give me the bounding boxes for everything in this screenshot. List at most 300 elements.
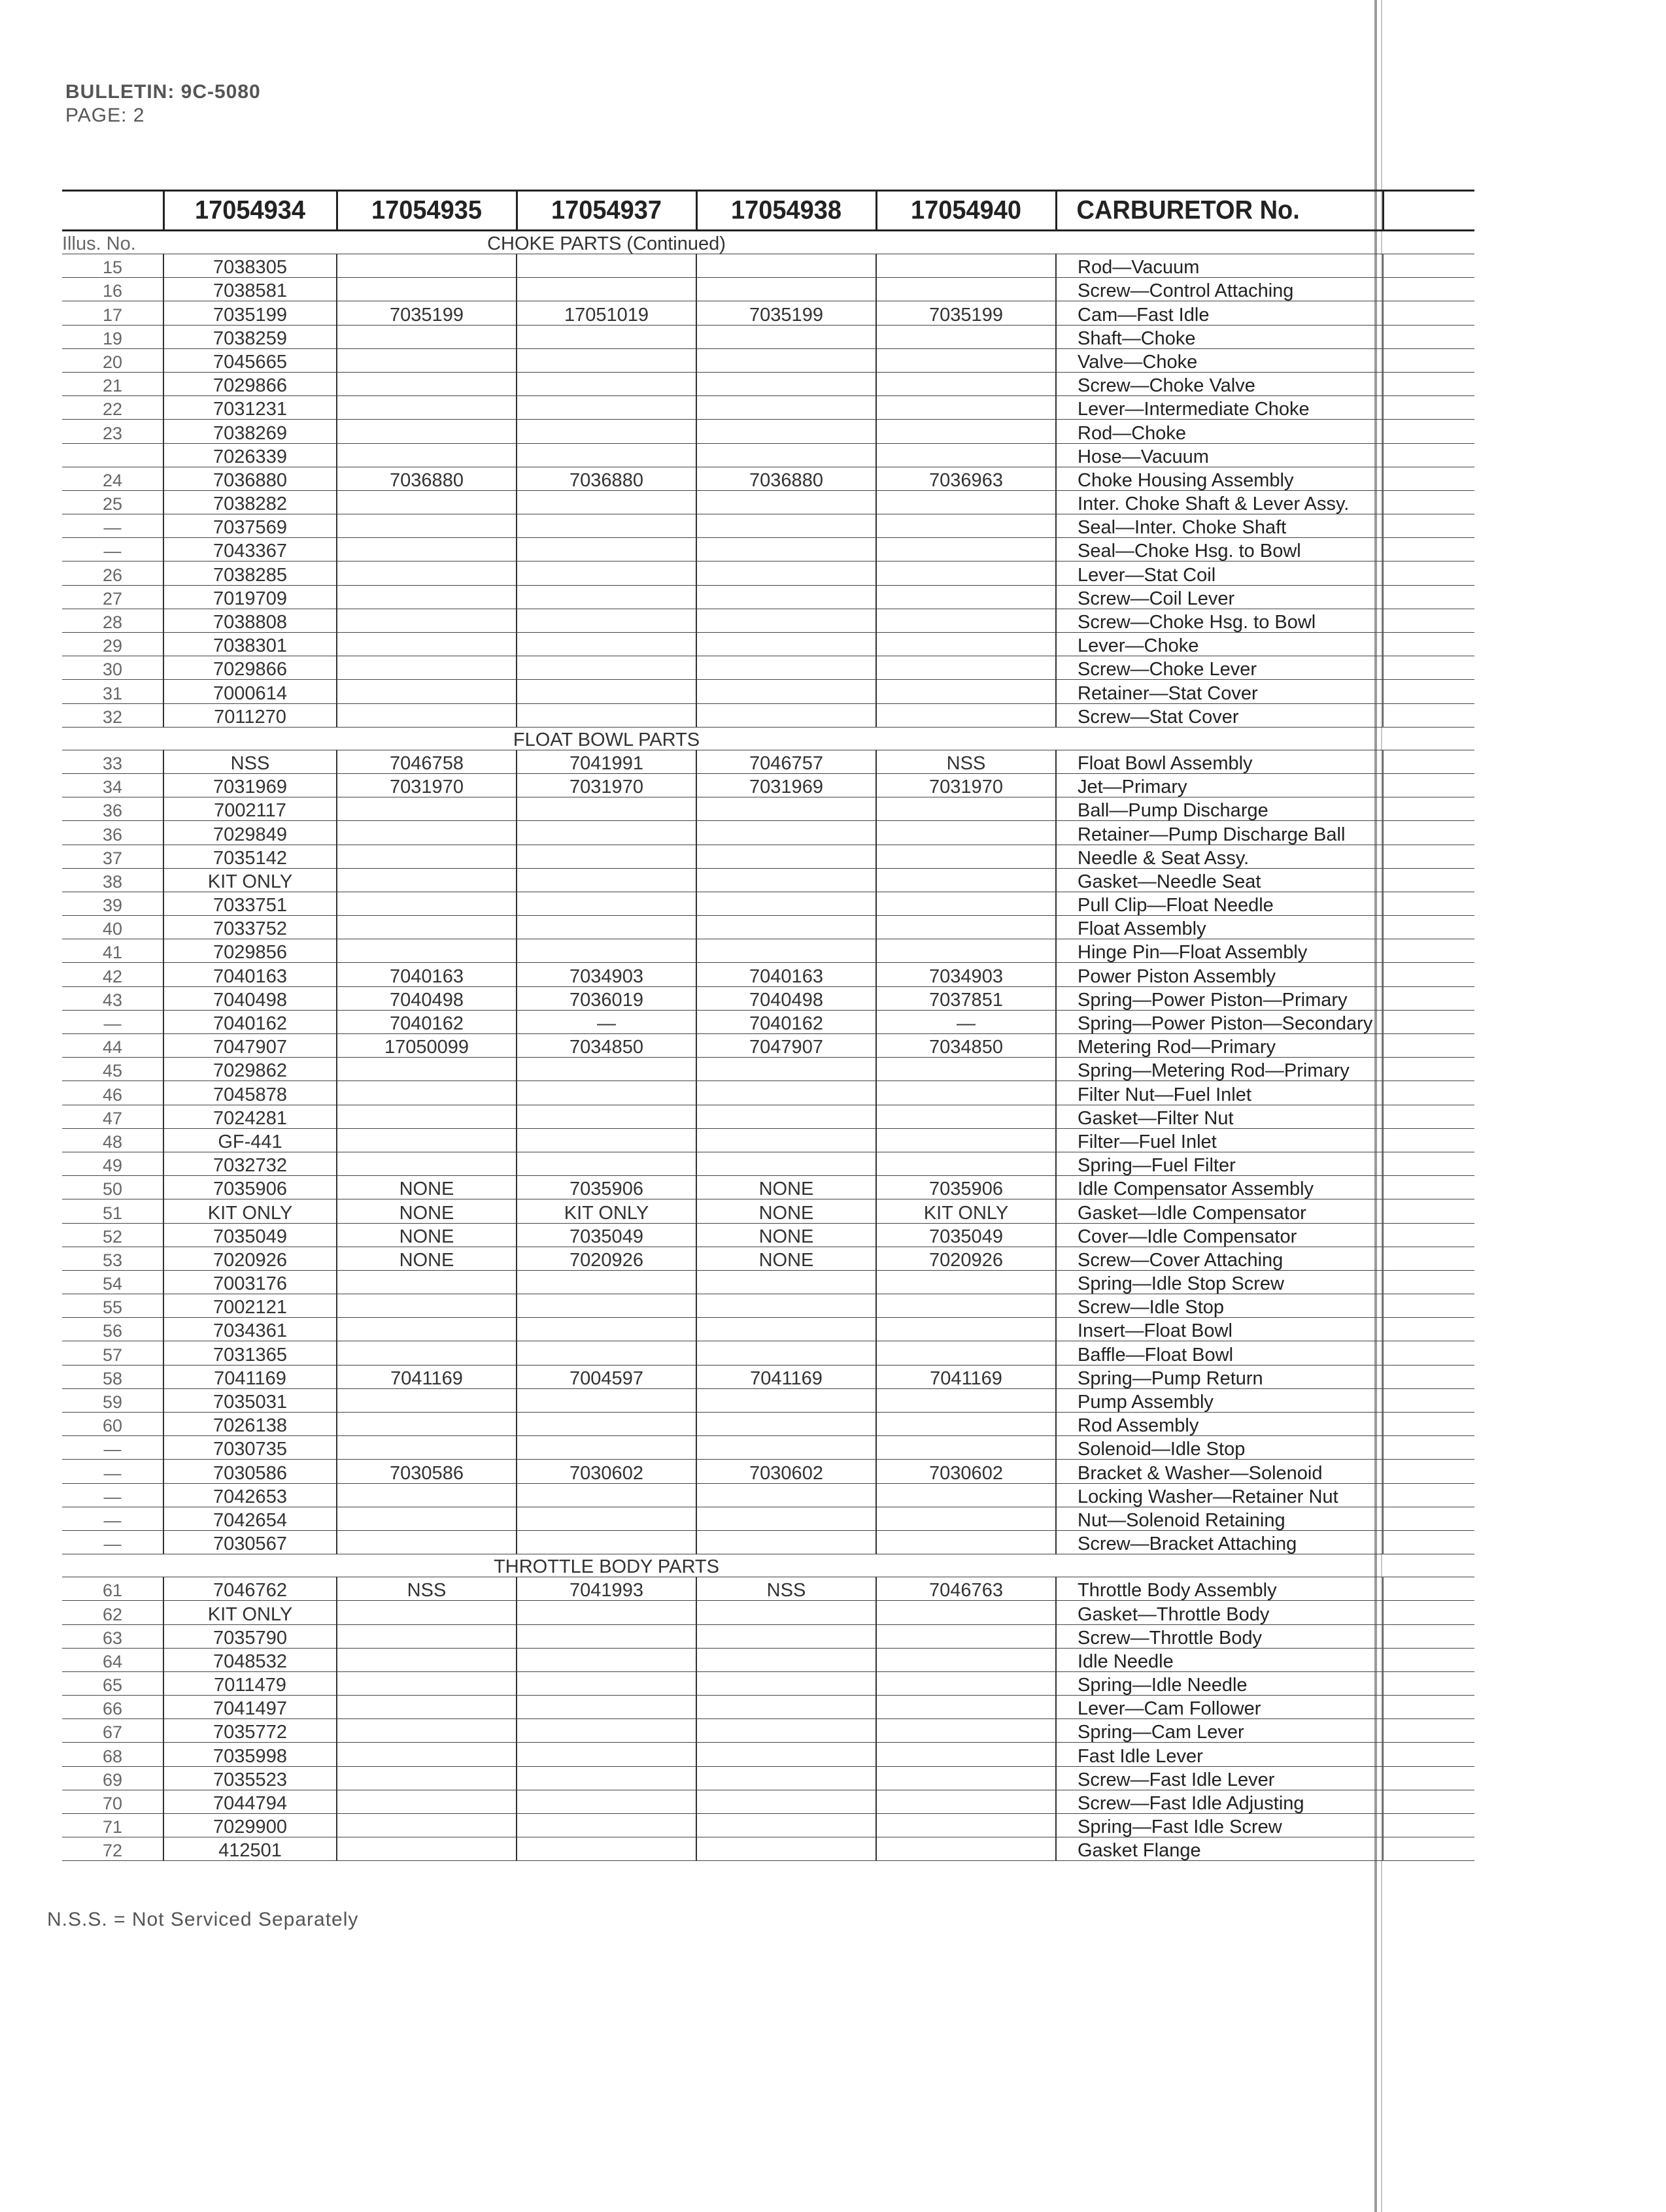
part-number-cell bbox=[696, 1671, 876, 1695]
blank-column-cell bbox=[1383, 420, 1474, 443]
parts-row bbox=[62, 1034, 1474, 1058]
illus-number: — bbox=[62, 538, 163, 561]
parts-row bbox=[62, 633, 1474, 656]
part-number-cell bbox=[337, 1128, 517, 1152]
illus-number: 46 bbox=[62, 1081, 163, 1105]
illus-number: 53 bbox=[62, 1247, 163, 1270]
illus-no-label: Illus. No. bbox=[62, 231, 163, 254]
part-number-cell bbox=[696, 420, 876, 443]
blank-column-cell bbox=[1383, 561, 1474, 585]
part-number-cell bbox=[876, 1837, 1056, 1861]
section-title: FLOAT BOWL PARTS bbox=[337, 727, 876, 750]
part-number-cell bbox=[337, 1696, 517, 1719]
blank-column-cell bbox=[1383, 1577, 1474, 1601]
part-number-cell bbox=[517, 514, 696, 538]
blank-column-cell bbox=[1383, 1294, 1474, 1318]
part-number-cell: NSS bbox=[876, 750, 1056, 773]
part-number-cell bbox=[517, 633, 696, 656]
part-number-cell bbox=[517, 1058, 696, 1081]
part-description: Float Bowl Assembly bbox=[1056, 750, 1383, 773]
parts-row bbox=[62, 348, 1474, 372]
part-number-cell bbox=[517, 538, 696, 561]
part-number-cell: 7029849 bbox=[163, 821, 337, 845]
part-number-cell bbox=[517, 1270, 696, 1294]
illus-number: 69 bbox=[62, 1766, 163, 1790]
part-number-cell: 7040163 bbox=[696, 963, 876, 986]
parts-row bbox=[62, 1010, 1474, 1033]
part-number-cell: NONE bbox=[696, 1247, 876, 1270]
part-number-cell bbox=[337, 372, 517, 395]
blank-column-cell bbox=[1383, 1223, 1474, 1247]
illus-number: — bbox=[62, 1436, 163, 1460]
part-number-cell bbox=[337, 939, 517, 963]
part-number-cell: 7041991 bbox=[517, 750, 696, 773]
illus-number: 36 bbox=[62, 821, 163, 845]
section-header-row bbox=[62, 727, 1474, 750]
part-number-cell bbox=[876, 325, 1056, 348]
part-number-cell bbox=[517, 609, 696, 632]
parts-row bbox=[62, 797, 1474, 821]
part-description: Screw—Fast Idle Adjusting bbox=[1056, 1790, 1383, 1813]
part-number-cell bbox=[517, 1790, 696, 1813]
part-number-cell bbox=[517, 1837, 696, 1861]
parts-row bbox=[62, 254, 1474, 278]
part-description: Gasket—Needle Seat bbox=[1056, 868, 1383, 892]
part-number-cell: 7041497 bbox=[163, 1696, 337, 1719]
blank-column-cell bbox=[1383, 1719, 1474, 1743]
part-number-cell bbox=[876, 1507, 1056, 1530]
part-number-cell bbox=[696, 1105, 876, 1128]
part-number-cell bbox=[337, 443, 517, 467]
part-description: Gasket—Filter Nut bbox=[1056, 1105, 1383, 1128]
illus-number: 45 bbox=[62, 1058, 163, 1081]
part-number-cell bbox=[696, 1743, 876, 1766]
illus-number: 61 bbox=[62, 1577, 163, 1601]
part-number-cell bbox=[876, 703, 1056, 727]
part-description: Lever—Choke bbox=[1056, 633, 1383, 656]
part-number-cell bbox=[876, 916, 1056, 939]
part-number-cell bbox=[696, 1624, 876, 1648]
part-number-cell: 7038282 bbox=[163, 490, 337, 514]
part-number-cell: KIT ONLY bbox=[517, 1199, 696, 1223]
parts-row bbox=[62, 1365, 1474, 1388]
carburetor-header-row bbox=[62, 191, 1474, 231]
section-title: THROTTLE BODY PARTS bbox=[337, 1554, 876, 1577]
illus-number: 39 bbox=[62, 892, 163, 915]
blank-column-cell bbox=[1383, 1199, 1474, 1223]
section-spacer-cell bbox=[876, 231, 1474, 254]
part-number-cell: GF-441 bbox=[163, 1128, 337, 1152]
section-spacer-cell bbox=[62, 727, 163, 750]
part-description: Pump Assembly bbox=[1056, 1388, 1383, 1412]
part-description: Cam—Fast Idle bbox=[1056, 301, 1383, 325]
illus-number: 25 bbox=[62, 490, 163, 514]
part-description: Throttle Body Assembly bbox=[1056, 1577, 1383, 1601]
part-number-cell: NONE bbox=[696, 1199, 876, 1223]
part-number-cell bbox=[337, 1436, 517, 1460]
blank-column-cell bbox=[1383, 892, 1474, 915]
part-number-cell bbox=[696, 703, 876, 727]
illus-number: 59 bbox=[62, 1388, 163, 1412]
blank-column-cell bbox=[1383, 1460, 1474, 1483]
parts-row bbox=[62, 1081, 1474, 1105]
illus-number: 66 bbox=[62, 1696, 163, 1719]
part-number-cell: 7031970 bbox=[876, 773, 1056, 797]
part-number-cell: 7035906 bbox=[163, 1176, 337, 1199]
part-number-cell bbox=[517, 1341, 696, 1365]
part-number-cell: 7046762 bbox=[163, 1577, 337, 1601]
part-number-cell: 7035199 bbox=[163, 301, 337, 325]
part-number-cell bbox=[517, 680, 696, 703]
part-number-cell bbox=[517, 1294, 696, 1318]
part-number-cell: 7040498 bbox=[337, 986, 517, 1010]
part-number-cell bbox=[696, 1318, 876, 1341]
blank-column-cell bbox=[1383, 1247, 1474, 1270]
part-number-cell: NONE bbox=[337, 1199, 517, 1223]
part-number-cell bbox=[876, 1105, 1056, 1128]
part-number-cell bbox=[696, 1790, 876, 1813]
part-number-cell bbox=[876, 1719, 1056, 1743]
parts-row bbox=[62, 1719, 1474, 1743]
illus-number: 29 bbox=[62, 633, 163, 656]
part-description: Retainer—Stat Cover bbox=[1056, 680, 1383, 703]
part-number-cell bbox=[337, 1294, 517, 1318]
part-number-cell bbox=[876, 845, 1056, 868]
blank-column-cell bbox=[1383, 325, 1474, 348]
part-number-cell: 7035523 bbox=[163, 1766, 337, 1790]
part-number-cell: 7040162 bbox=[163, 1010, 337, 1033]
part-number-cell: 7040498 bbox=[163, 986, 337, 1010]
part-number-cell bbox=[517, 1128, 696, 1152]
part-number-cell: 7033752 bbox=[163, 916, 337, 939]
parts-row bbox=[62, 420, 1474, 443]
illus-number: 54 bbox=[62, 1270, 163, 1294]
illus-number: 26 bbox=[62, 561, 163, 585]
part-description: Retainer—Pump Discharge Ball bbox=[1056, 821, 1383, 845]
parts-row bbox=[62, 1318, 1474, 1341]
part-number-cell bbox=[696, 538, 876, 561]
illus-number bbox=[62, 443, 163, 467]
parts-row bbox=[62, 1270, 1474, 1294]
part-number-cell bbox=[337, 254, 517, 278]
parts-row bbox=[62, 609, 1474, 632]
part-number-cell: KIT ONLY bbox=[876, 1199, 1056, 1223]
parts-row bbox=[62, 1696, 1474, 1719]
part-number-cell bbox=[696, 1814, 876, 1837]
blank-column-cell bbox=[1383, 680, 1474, 703]
part-number-cell: 7031969 bbox=[163, 773, 337, 797]
part-number-cell bbox=[696, 1152, 876, 1175]
blank-column-cell bbox=[1383, 538, 1474, 561]
part-description: Cover—Idle Compensator bbox=[1056, 1223, 1383, 1247]
part-number-cell bbox=[517, 656, 696, 680]
blank-column-cell bbox=[1383, 1058, 1474, 1081]
parts-row bbox=[62, 467, 1474, 490]
blank-column-cell bbox=[1383, 1034, 1474, 1058]
part-number-cell bbox=[696, 1648, 876, 1671]
blank-column-cell bbox=[1383, 1648, 1474, 1671]
part-number-cell: 7034850 bbox=[876, 1034, 1056, 1058]
blank-column-cell bbox=[1383, 656, 1474, 680]
illus-number: 31 bbox=[62, 680, 163, 703]
parts-row bbox=[62, 1601, 1474, 1624]
part-number-cell: 7035998 bbox=[163, 1743, 337, 1766]
part-number-cell: 7036019 bbox=[517, 986, 696, 1010]
part-description: Choke Housing Assembly bbox=[1056, 467, 1383, 490]
blank-column-cell bbox=[1383, 1743, 1474, 1766]
section-spacer-cell bbox=[163, 231, 337, 254]
illus-number: — bbox=[62, 1483, 163, 1507]
parts-row bbox=[62, 680, 1474, 703]
part-number-cell bbox=[337, 1671, 517, 1695]
part-number-cell bbox=[876, 609, 1056, 632]
parts-row bbox=[62, 1152, 1474, 1175]
carburetor-number-header: 17054937 bbox=[517, 190, 696, 231]
part-number-cell bbox=[696, 490, 876, 514]
parts-row bbox=[62, 301, 1474, 325]
part-number-cell: 7004597 bbox=[517, 1365, 696, 1388]
illus-number: 41 bbox=[62, 939, 163, 963]
part-description: Float Assembly bbox=[1056, 916, 1383, 939]
blank-column-cell bbox=[1383, 1010, 1474, 1033]
illus-number: 60 bbox=[62, 1413, 163, 1436]
parts-row bbox=[62, 821, 1474, 845]
part-number-cell bbox=[337, 1624, 517, 1648]
blank-column-cell bbox=[1383, 797, 1474, 821]
parts-row bbox=[62, 1837, 1474, 1861]
part-number-cell bbox=[517, 1743, 696, 1766]
section-title: CHOKE PARTS (Continued) bbox=[337, 231, 876, 254]
part-number-cell: KIT ONLY bbox=[163, 868, 337, 892]
illus-number: 72 bbox=[62, 1837, 163, 1861]
part-number-cell bbox=[696, 1388, 876, 1412]
part-number-cell bbox=[517, 585, 696, 609]
part-number-cell bbox=[337, 1719, 517, 1743]
part-number-cell bbox=[696, 680, 876, 703]
part-description: Power Piston Assembly bbox=[1056, 963, 1383, 986]
parts-row bbox=[62, 1648, 1474, 1671]
blank-column-cell bbox=[1383, 1176, 1474, 1199]
part-number-cell bbox=[337, 1601, 517, 1624]
part-number-cell bbox=[337, 1483, 517, 1507]
part-number-cell bbox=[337, 420, 517, 443]
parts-row bbox=[62, 773, 1474, 797]
part-number-cell bbox=[517, 1152, 696, 1175]
part-description: Screw—Choke Valve bbox=[1056, 372, 1383, 395]
part-number-cell bbox=[696, 278, 876, 301]
part-number-cell bbox=[696, 656, 876, 680]
part-number-cell: 7038808 bbox=[163, 609, 337, 632]
carburetor-no-label: CARBURETOR No. bbox=[1056, 190, 1383, 231]
part-number-cell: 7047907 bbox=[696, 1034, 876, 1058]
part-number-cell bbox=[517, 1413, 696, 1436]
part-number-cell bbox=[517, 1766, 696, 1790]
parts-row bbox=[62, 1223, 1474, 1247]
part-number-cell: NONE bbox=[696, 1223, 876, 1247]
blank-column-cell bbox=[1383, 1766, 1474, 1790]
part-number-cell bbox=[517, 396, 696, 420]
parts-row bbox=[62, 1766, 1474, 1790]
part-number-cell bbox=[337, 1837, 517, 1861]
part-number-cell bbox=[337, 1318, 517, 1341]
part-number-cell bbox=[696, 1483, 876, 1507]
part-number-cell bbox=[337, 1270, 517, 1294]
part-number-cell bbox=[696, 1341, 876, 1365]
part-number-cell bbox=[517, 1530, 696, 1554]
part-number-cell bbox=[517, 1719, 696, 1743]
parts-row bbox=[62, 514, 1474, 538]
part-number-cell bbox=[696, 1837, 876, 1861]
part-number-cell bbox=[517, 561, 696, 585]
part-number-cell bbox=[876, 1530, 1056, 1554]
blank-column-cell bbox=[1383, 1388, 1474, 1412]
part-number-cell: 7036963 bbox=[876, 467, 1056, 490]
parts-row bbox=[62, 1507, 1474, 1530]
illus-number: 15 bbox=[62, 254, 163, 278]
part-number-cell: 7035049 bbox=[163, 1223, 337, 1247]
part-number-cell: 17051019 bbox=[517, 301, 696, 325]
part-number-cell bbox=[696, 797, 876, 821]
illus-number: 34 bbox=[62, 773, 163, 797]
part-description: Metering Rod—Primary bbox=[1056, 1034, 1383, 1058]
parts-row bbox=[62, 561, 1474, 585]
part-number-cell bbox=[696, 254, 876, 278]
illus-number: 32 bbox=[62, 703, 163, 727]
part-number-cell bbox=[517, 1318, 696, 1341]
part-number-cell bbox=[876, 1081, 1056, 1105]
part-number-cell: 7047907 bbox=[163, 1034, 337, 1058]
part-number-cell bbox=[876, 633, 1056, 656]
parts-row bbox=[62, 443, 1474, 467]
part-number-cell bbox=[517, 868, 696, 892]
carburetor-number-header: 17054934 bbox=[163, 190, 337, 231]
parts-table-body bbox=[62, 231, 1474, 1861]
parts-row bbox=[62, 1460, 1474, 1483]
blank-column-cell bbox=[1383, 1128, 1474, 1152]
part-number-cell: 7003176 bbox=[163, 1270, 337, 1294]
part-number-cell: 7045665 bbox=[163, 348, 337, 372]
illus-number: — bbox=[62, 1507, 163, 1530]
part-description: Filter—Fuel Inlet bbox=[1056, 1128, 1383, 1152]
part-number-cell bbox=[337, 1058, 517, 1081]
part-number-cell: 7030567 bbox=[163, 1530, 337, 1554]
part-number-cell bbox=[876, 680, 1056, 703]
illus-number: 71 bbox=[62, 1814, 163, 1837]
blank-column-cell bbox=[1383, 301, 1474, 325]
section-spacer-cell bbox=[876, 727, 1474, 750]
blank-column-cell bbox=[1383, 916, 1474, 939]
part-number-cell bbox=[696, 325, 876, 348]
part-number-cell bbox=[696, 845, 876, 868]
part-number-cell bbox=[337, 797, 517, 821]
part-number-cell: NSS bbox=[163, 750, 337, 773]
part-description: Spring—Cam Lever bbox=[1056, 1719, 1383, 1743]
part-number-cell bbox=[517, 1624, 696, 1648]
illus-number: 55 bbox=[62, 1294, 163, 1318]
illus-number: 21 bbox=[62, 372, 163, 395]
parts-row bbox=[62, 325, 1474, 348]
section-spacer-cell bbox=[163, 727, 337, 750]
part-description: Spring—Idle Stop Screw bbox=[1056, 1270, 1383, 1294]
illus-number: 62 bbox=[62, 1601, 163, 1624]
part-number-cell bbox=[876, 656, 1056, 680]
part-description: Lever—Intermediate Choke bbox=[1056, 396, 1383, 420]
part-number-cell bbox=[337, 656, 517, 680]
parts-row bbox=[62, 1247, 1474, 1270]
part-number-cell bbox=[337, 1388, 517, 1412]
parts-row bbox=[62, 1413, 1474, 1436]
part-description: Seal—Inter. Choke Shaft bbox=[1056, 514, 1383, 538]
part-number-cell bbox=[337, 514, 517, 538]
blank-column-cell bbox=[1383, 1413, 1474, 1436]
part-number-cell bbox=[696, 514, 876, 538]
blank-column-cell bbox=[1383, 963, 1474, 986]
part-number-cell: 7041993 bbox=[517, 1577, 696, 1601]
part-number-cell bbox=[696, 633, 876, 656]
part-number-cell: 7038285 bbox=[163, 561, 337, 585]
blank-column-cell bbox=[1383, 1624, 1474, 1648]
part-number-cell: 7038269 bbox=[163, 420, 337, 443]
part-number-cell bbox=[876, 1624, 1056, 1648]
part-number-cell: 7035199 bbox=[337, 301, 517, 325]
blank-column-cell bbox=[1383, 372, 1474, 395]
parts-row bbox=[62, 278, 1474, 301]
parts-row bbox=[62, 1058, 1474, 1081]
part-number-cell: 7041169 bbox=[337, 1365, 517, 1388]
part-number-cell: — bbox=[876, 1010, 1056, 1033]
part-number-cell: 7030586 bbox=[163, 1460, 337, 1483]
part-number-cell bbox=[337, 1814, 517, 1837]
part-number-cell: 7043367 bbox=[163, 538, 337, 561]
part-number-cell bbox=[696, 1530, 876, 1554]
part-description: Screw—Bracket Attaching bbox=[1056, 1530, 1383, 1554]
illus-number: 38 bbox=[62, 868, 163, 892]
carburetor-number-header: 17054938 bbox=[696, 190, 876, 231]
illus-number: 24 bbox=[62, 467, 163, 490]
part-description: Filter Nut—Fuel Inlet bbox=[1056, 1081, 1383, 1105]
part-number-cell bbox=[517, 1388, 696, 1412]
parts-row bbox=[62, 1199, 1474, 1223]
part-number-cell: 7031365 bbox=[163, 1341, 337, 1365]
illus-number: 23 bbox=[62, 420, 163, 443]
part-number-cell: 7019709 bbox=[163, 585, 337, 609]
part-description: Seal—Choke Hsg. to Bowl bbox=[1056, 538, 1383, 561]
section-header-row bbox=[62, 231, 1474, 254]
part-number-cell bbox=[517, 845, 696, 868]
part-number-cell: 7036880 bbox=[163, 467, 337, 490]
part-number-cell bbox=[337, 561, 517, 585]
part-description: Spring—Fast Idle Screw bbox=[1056, 1814, 1383, 1837]
part-number-cell: 7030602 bbox=[696, 1460, 876, 1483]
parts-row bbox=[62, 892, 1474, 915]
part-description: Ball—Pump Discharge bbox=[1056, 797, 1383, 821]
blank-column-cell bbox=[1383, 490, 1474, 514]
part-number-cell bbox=[876, 372, 1056, 395]
blank-column-cell bbox=[1383, 443, 1474, 467]
part-number-cell: 7002121 bbox=[163, 1294, 337, 1318]
part-description: Valve—Choke bbox=[1056, 348, 1383, 372]
part-number-cell bbox=[517, 348, 696, 372]
part-number-cell: NONE bbox=[337, 1223, 517, 1247]
parts-row bbox=[62, 703, 1474, 727]
part-description: Lever—Cam Follower bbox=[1056, 1696, 1383, 1719]
part-number-cell: 7035906 bbox=[517, 1176, 696, 1199]
parts-row bbox=[62, 1294, 1474, 1318]
parts-row bbox=[62, 1790, 1474, 1813]
illus-number: 70 bbox=[62, 1790, 163, 1813]
parts-row bbox=[62, 939, 1474, 963]
blank-column-cell bbox=[1383, 986, 1474, 1010]
